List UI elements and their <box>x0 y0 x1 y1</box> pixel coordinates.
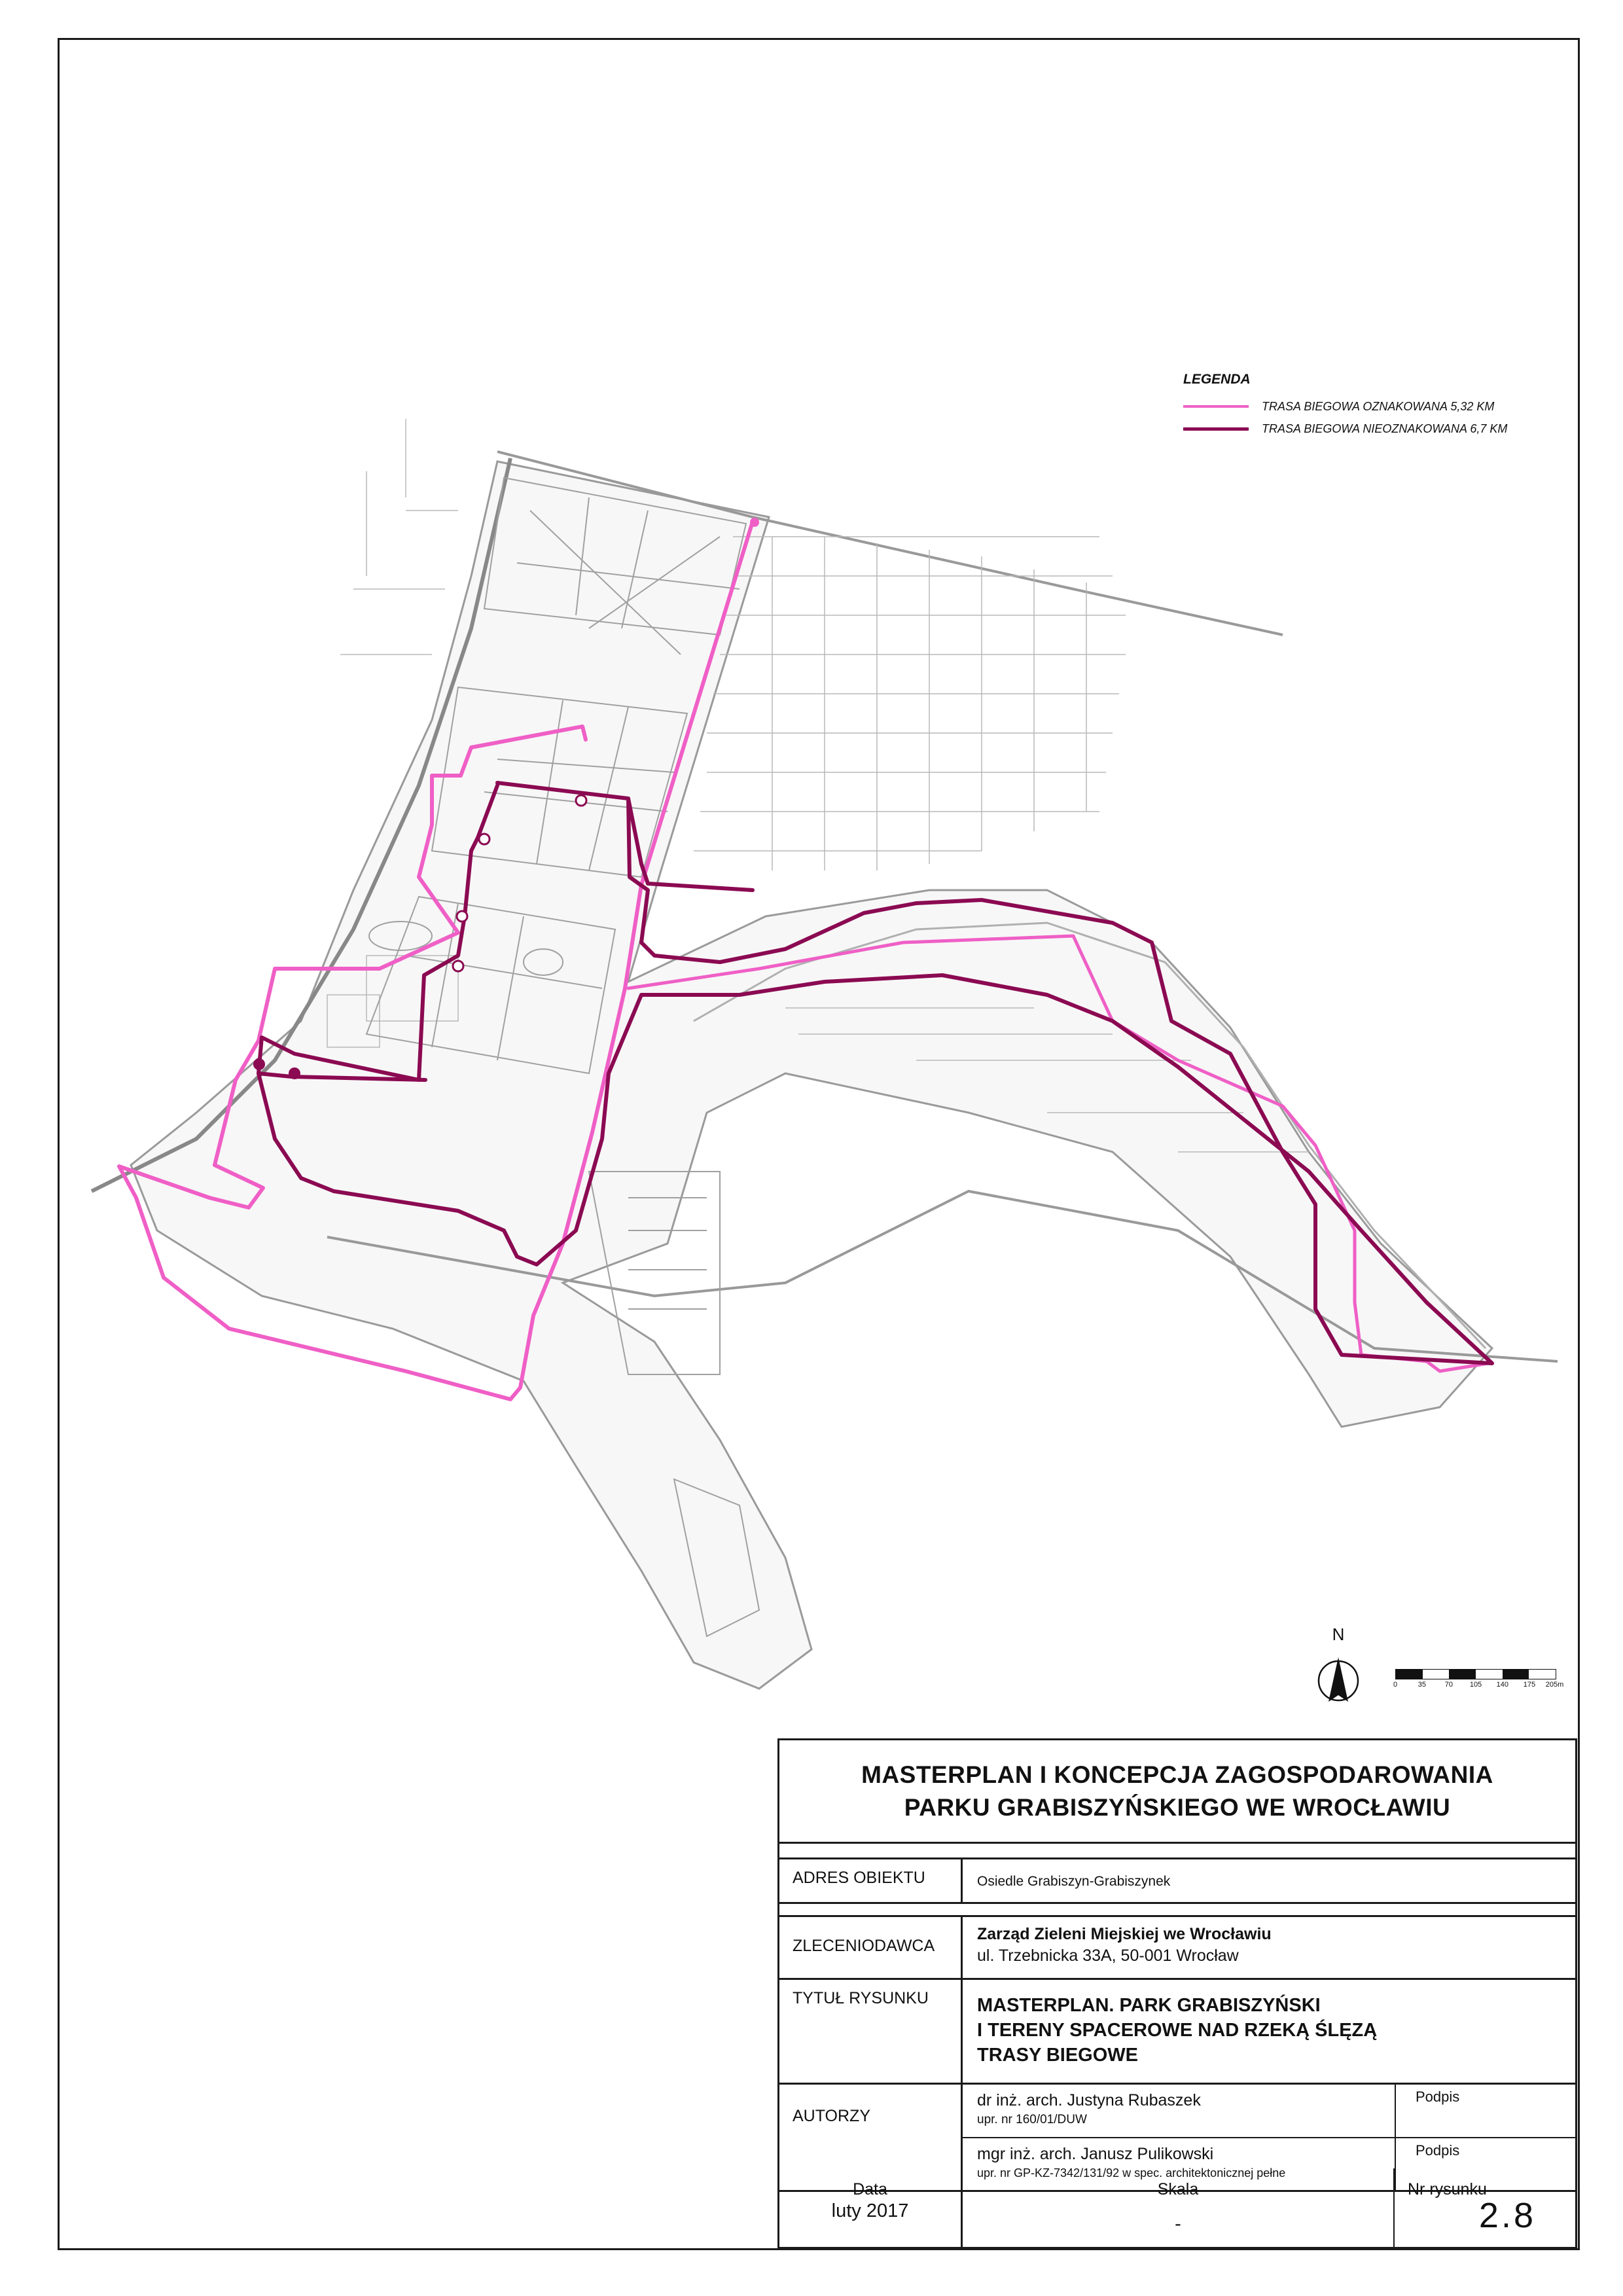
signature-field: Podpis <box>1395 2085 1575 2137</box>
scale-tick: 0 <box>1393 1681 1398 1689</box>
project-title-line1: MASTERPLAN I KONCEPCJA ZAGOSPODAROWANIA <box>861 1761 1493 1788</box>
legend-item-unmarked-route <box>1183 418 1550 440</box>
scale-bar <box>1393 1669 1564 1691</box>
drawing-number-value: 2.8 <box>1478 2196 1536 2235</box>
north-label: N <box>1332 1624 1345 1644</box>
project-title-line2: PARKU GRABISZYŃSKIEGO WE WROCŁAWIU <box>904 1793 1451 1821</box>
legend-label: TRASA BIEGOWA NIEOZNAKOWANA 6,7 KM <box>1262 422 1508 435</box>
base-map <box>92 419 1558 1689</box>
date-cell <box>779 2168 963 2247</box>
scale-value: - <box>1175 2214 1181 2234</box>
north-arrow-symbol <box>1319 1657 1358 1702</box>
client-name: Zarząd Zieleni Miejskiej we Wrocławiu <box>977 1925 1272 1943</box>
address-value: Osiedle Grabiszyn-Grabiszynek <box>977 1874 1171 1889</box>
author-entry <box>963 2085 1575 2138</box>
client-row <box>779 1917 1575 1980</box>
author-name: dr inż. arch. Justyna Rubaszek <box>977 2091 1201 2109</box>
drawing-title-line3: TRASY BIEGOWE <box>977 2045 1138 2066</box>
date-value: luty 2017 <box>831 2200 909 2221</box>
legend-swatch-dark-magenta <box>1183 427 1249 431</box>
route-node <box>576 795 586 806</box>
route-node <box>750 518 759 527</box>
scale-label: Skala <box>1157 2180 1199 2198</box>
scale-cell <box>963 2168 1395 2247</box>
address-row <box>779 1859 1575 1904</box>
scale-bar-segments <box>1395 1669 1556 1679</box>
drawing-title-line1: MASTERPLAN. PARK GRABISZYŃSKI <box>977 1995 1321 2016</box>
route-node <box>453 961 463 971</box>
legend-label: TRASA BIEGOWA OZNAKOWANA 5,32 KM <box>1262 399 1495 413</box>
north-arrow <box>1309 1624 1368 1645</box>
drawing-number-label: Nr rysunku <box>1408 2180 1487 2198</box>
title-block-spacer <box>779 1844 1575 1859</box>
author-license: upr. nr 160/01/DUW <box>977 2113 1087 2126</box>
scale-tick: 105 <box>1469 1681 1482 1689</box>
title-block-footer <box>779 2168 1575 2247</box>
client-address: ul. Trzebnicka 33A, 50-001 Wrocław <box>977 1946 1239 1965</box>
drawing-title-row <box>779 1980 1575 2085</box>
route-node <box>457 911 467 922</box>
title-block-spacer <box>779 1904 1575 1917</box>
authors-label: AUTORZY <box>779 2085 963 2190</box>
legend <box>1183 372 1550 440</box>
client-value <box>963 1917 1575 1978</box>
scale-tick: 35 <box>1418 1681 1426 1689</box>
author-name: mgr inż. arch. Janusz Pulikowski <box>977 2145 1214 2163</box>
route-node <box>253 1058 265 1070</box>
client-label: ZLECENIODAWCA <box>779 1917 963 1978</box>
legend-item-marked-route <box>1183 395 1550 418</box>
scale-tick: 205m <box>1545 1681 1564 1689</box>
route-node <box>289 1067 300 1079</box>
date-label: Data <box>853 2180 887 2198</box>
drawing-title-label: TYTUŁ RYSUNKU <box>779 1980 963 2083</box>
drawing-title-value <box>963 1980 1575 2083</box>
title-block <box>777 1738 1577 2249</box>
scale-bar-ticks <box>1393 1679 1564 1691</box>
author-license: upr. nr GP-KZ-7342/131/92 w spec. architektonicznej pełne <box>977 2166 1286 2179</box>
scale-tick: 70 <box>1444 1681 1454 1689</box>
legend-swatch-pink <box>1183 405 1249 408</box>
park-area <box>131 461 1492 1689</box>
scale-tick: 175 <box>1523 1681 1536 1689</box>
project-title <box>779 1740 1575 1844</box>
drawing-title-line2: I TERENY SPACEROWE NAD RZEKĄ ŚLĘZĄ <box>977 2020 1378 2041</box>
scale-tick: 140 <box>1496 1681 1509 1689</box>
route-node <box>479 834 490 844</box>
address-label: ADRES OBIEKTU <box>779 1859 963 1902</box>
signature-field: Podpis <box>1395 2138 1575 2192</box>
drawing-number-cell <box>1395 2168 1575 2247</box>
legend-title: LEGENDA <box>1183 372 1251 387</box>
